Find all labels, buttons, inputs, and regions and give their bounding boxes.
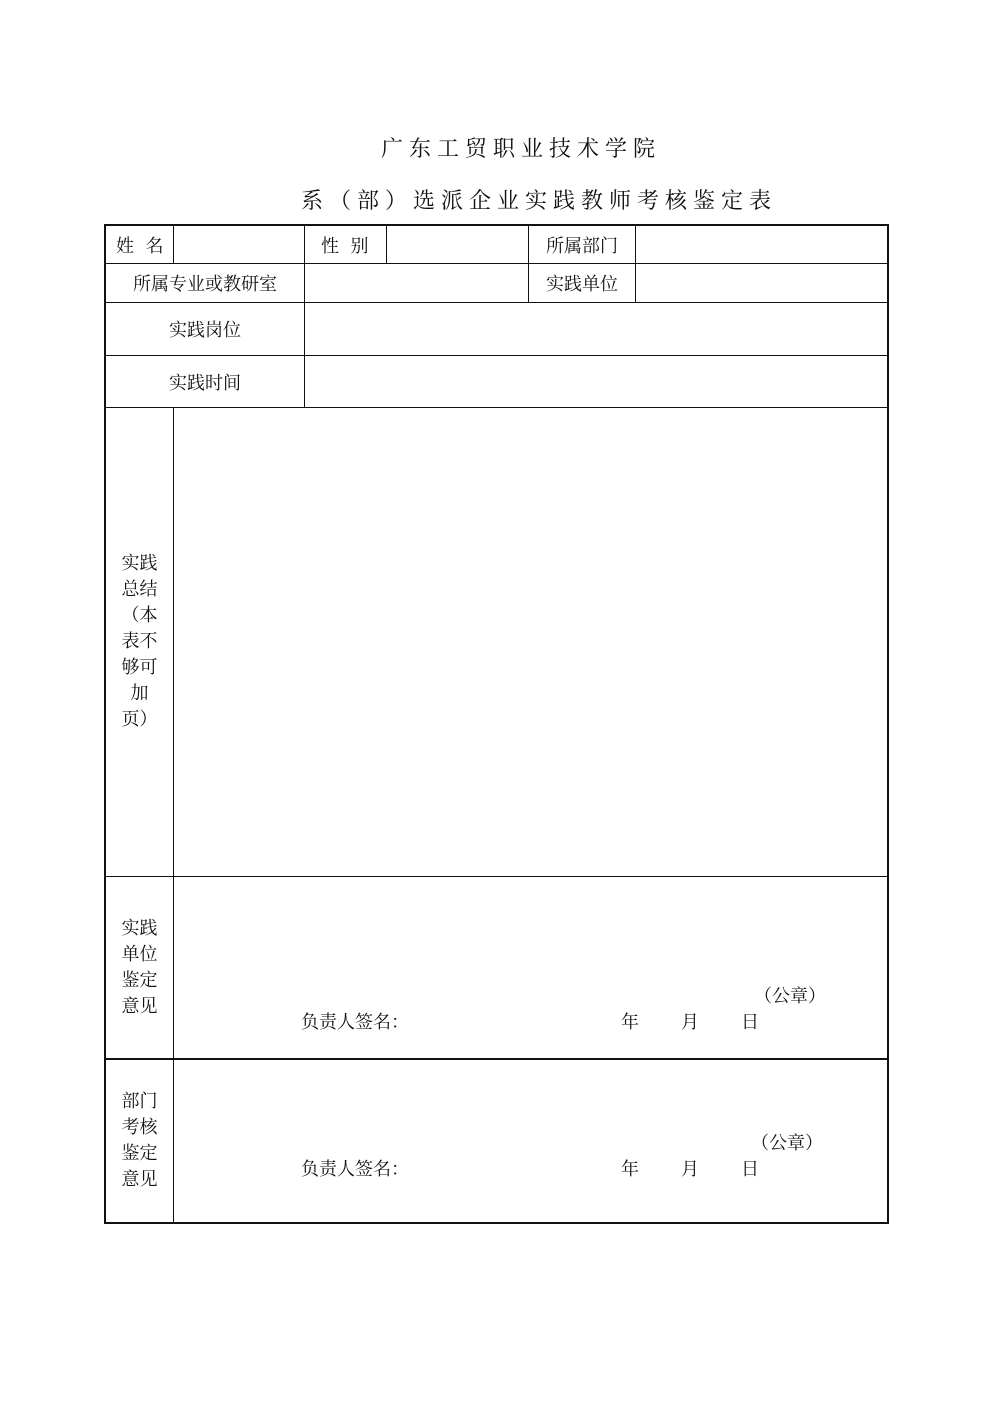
name-label-cell xyxy=(104,224,174,264)
dept-opinion-seal: （公章） xyxy=(751,1133,823,1154)
time-label: 实践时间 xyxy=(169,372,241,394)
unit-label-cell xyxy=(528,263,636,303)
gender-label: 性 别 xyxy=(321,235,369,257)
department-label: 所属部门 xyxy=(546,235,618,257)
unit-opinion-day: 日 xyxy=(741,1012,759,1033)
unit-opinion-field[interactable] xyxy=(173,876,889,1060)
institution-title: 广东工贸职业技术学院 xyxy=(380,137,661,162)
unit-field[interactable] xyxy=(635,263,889,303)
time-field[interactable] xyxy=(304,355,889,408)
dept-opinion-day: 日 xyxy=(741,1159,759,1180)
unit-opinion-month: 月 xyxy=(681,1012,699,1033)
summary-field[interactable] xyxy=(173,407,889,877)
dept-opinion-label: 部门考核鉴定意见 xyxy=(121,1090,158,1190)
unit-label: 实践单位 xyxy=(546,274,618,295)
unit-opinion-year: 年 xyxy=(621,1012,639,1033)
major-label: 所属专业或教研室 xyxy=(133,274,277,295)
position-field[interactable] xyxy=(304,302,889,356)
summary-label: 实践总结（本表不够可加页） xyxy=(121,553,158,730)
position-label-cell xyxy=(104,302,305,356)
unit-opinion-label-cell xyxy=(104,876,174,1060)
major-label-cell xyxy=(104,263,305,303)
unit-opinion-seal: （公章） xyxy=(754,986,826,1007)
department-field[interactable] xyxy=(635,224,889,264)
position-label: 实践岗位 xyxy=(169,320,241,341)
major-field[interactable] xyxy=(304,263,529,303)
unit-opinion-label: 实践单位鉴定意见 xyxy=(121,917,158,1017)
dept-opinion-label-cell xyxy=(104,1058,174,1224)
dept-opinion-month: 月 xyxy=(681,1159,699,1180)
gender-field[interactable] xyxy=(386,224,529,264)
unit-opinion-signer-label: 负责人签名： xyxy=(301,1012,409,1033)
gender-label-cell xyxy=(304,224,387,264)
name-field[interactable] xyxy=(173,224,305,264)
dept-opinion-signer-label: 负责人签名： xyxy=(301,1159,409,1180)
time-label-cell xyxy=(104,355,305,408)
dept-opinion-year: 年 xyxy=(621,1159,639,1180)
summary-label-cell xyxy=(104,407,174,877)
name-label: 姓 名 xyxy=(116,235,164,257)
department-label-cell xyxy=(528,224,636,264)
form-title: 系（部）选派企业实践教师考核鉴定表 xyxy=(300,189,777,214)
